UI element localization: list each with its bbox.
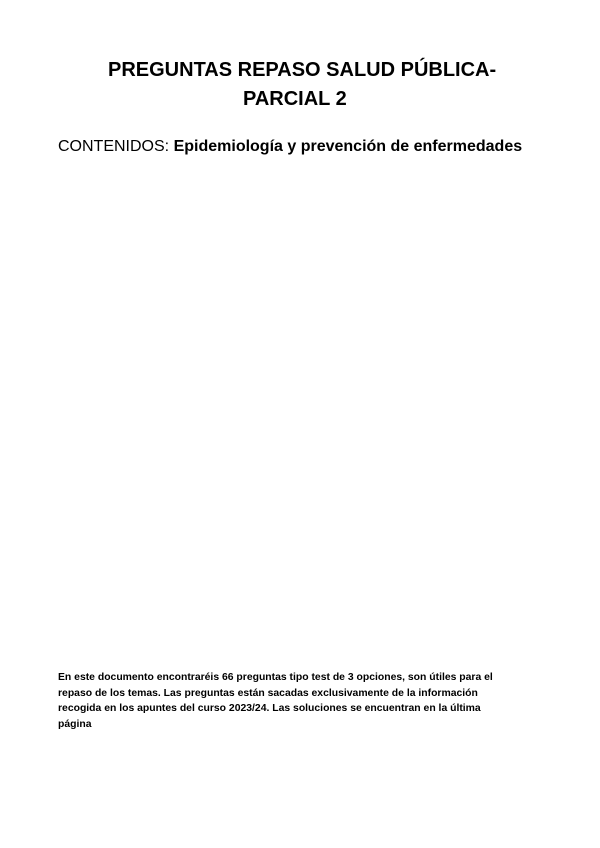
document-note [58, 670, 538, 732]
page-title-line-1: PREGUNTAS REPASO SALUD PÚBLICA- [108, 59, 497, 81]
note-line: repaso de los temas. Las preguntas están sacadas exclusivamente de la información [58, 687, 478, 699]
note-line: En este documento encontraréis 66 preguntas tipo test de 3 opciones, son útiles para el [58, 672, 493, 683]
note-line: página [58, 718, 92, 730]
note-line: recogida en los apuntes del curso 2023/24. Las soluciones se encuentran en la última [58, 703, 481, 714]
contents-label: CONTENIDOS: [58, 138, 170, 155]
page-title-line-2: PARCIAL 2 [243, 88, 347, 110]
contents-value: Epidemiología y prevención de enfermedades [173, 138, 523, 155]
contents-heading [58, 137, 522, 157]
